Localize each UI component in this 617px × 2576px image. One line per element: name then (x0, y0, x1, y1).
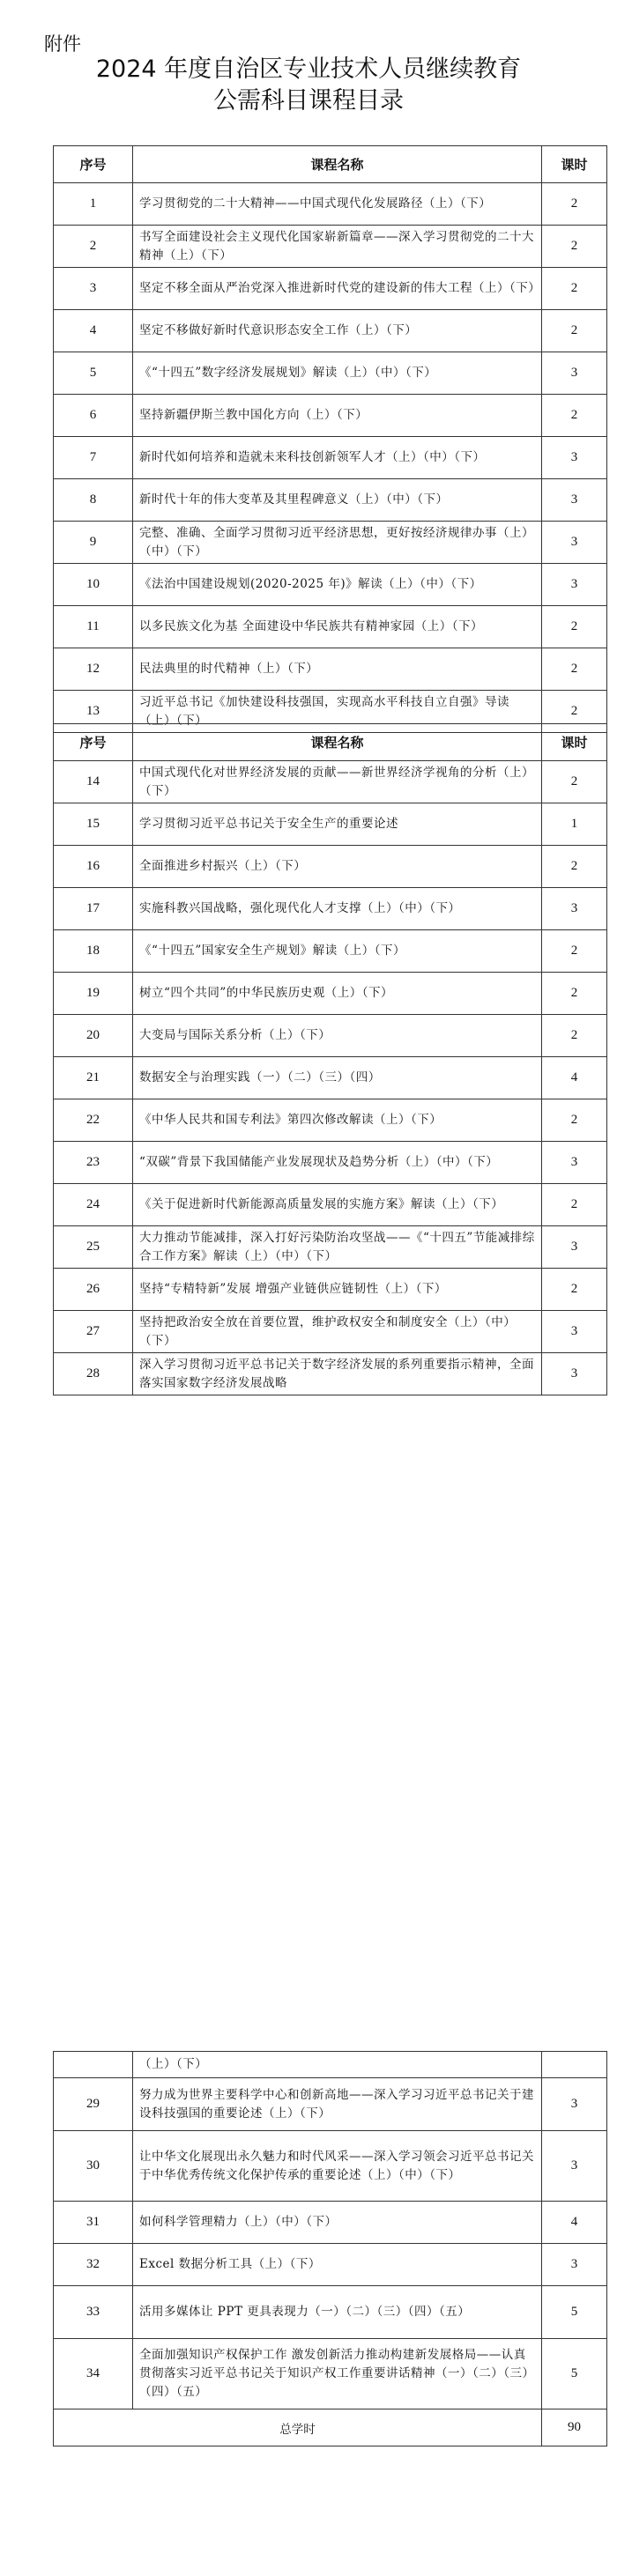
course-hours: 2 (542, 268, 607, 310)
course-no: 3 (54, 268, 133, 310)
course-name: 《中华人民共和国专利法》第四次修改解读（上）（下） (133, 1099, 542, 1142)
course-no: 27 (54, 1311, 133, 1353)
course-row (54, 183, 607, 226)
course-row (54, 437, 607, 479)
header-name: 课程名称 (133, 724, 542, 761)
course-row (54, 564, 607, 606)
course-hours: 2 (542, 1099, 607, 1142)
course-name: 民法典里的时代精神（上）（下） (133, 648, 542, 691)
course-name: 《法治中国建设规划(2020-2025 年)》解读（上）（中）（下） (133, 564, 542, 606)
course-hours: 2 (542, 973, 607, 1015)
course-row (54, 973, 607, 1015)
course-hours: 2 (542, 183, 607, 226)
continuation-hours (542, 2052, 607, 2078)
course-row (54, 522, 607, 564)
header-name: 课程名称 (133, 146, 542, 183)
course-row (54, 1057, 607, 1099)
course-row (54, 761, 607, 803)
course-name: 全面推进乡村振兴（上）（下） (133, 846, 542, 888)
course-no: 19 (54, 973, 133, 1015)
course-name: 大变局与国际关系分析（上）（下） (133, 1015, 542, 1057)
course-row (54, 1269, 607, 1311)
course-no: 2 (54, 226, 133, 268)
course-name: 坚定不移做好新时代意识形态安全工作（上）（下） (133, 310, 542, 352)
course-no: 31 (54, 2202, 133, 2244)
course-row (54, 2339, 607, 2409)
course-no: 18 (54, 930, 133, 973)
course-hours: 2 (542, 846, 607, 888)
course-name: 学习贯彻党的二十大精神——中国式现代化发展路径（上）（下） (133, 183, 542, 226)
course-hours: 2 (542, 226, 607, 268)
course-name: 努力成为世界主要科学中心和创新高地——深入学习习近平总书记关于建设科技强国的重要论述（上）（下） (133, 2078, 542, 2131)
course-hours: 5 (542, 2286, 607, 2339)
course-no: 20 (54, 1015, 133, 1057)
course-no: 28 (54, 1353, 133, 1395)
course-name: 坚持把政治安全放在首要位置，维护政权安全和制度安全（上）（中）（下） (133, 1311, 542, 1353)
header-no: 序号 (54, 724, 133, 761)
course-hours: 3 (542, 564, 607, 606)
course-row (54, 803, 607, 846)
header-hours: 课时 (542, 146, 607, 183)
course-name: 坚持新疆伊斯兰教中国化方向（上）（下） (133, 395, 542, 437)
course-hours: 2 (542, 395, 607, 437)
course-name: 中国式现代化对世界经济发展的贡献——新世界经济学视角的分析（上）（下） (133, 761, 542, 803)
course-no: 4 (54, 310, 133, 352)
course-hours: 2 (542, 1184, 607, 1226)
course-name: 学习贯彻习近平总书记关于安全生产的重要论述 (133, 803, 542, 846)
course-name: 树立“四个共同”的中华民族历史观（上）（下） (133, 973, 542, 1015)
course-no: 1 (54, 183, 133, 226)
course-hours: 2 (542, 691, 607, 733)
course-name: 活用多媒体让 PPT 更具表现力（一）（二）（三）（四）（五） (133, 2286, 542, 2339)
course-hours: 2 (542, 930, 607, 973)
course-no: 15 (54, 803, 133, 846)
course-hours: 4 (542, 2202, 607, 2244)
course-hours: 3 (542, 352, 607, 395)
total-value: 90 (542, 2409, 607, 2446)
course-row (54, 846, 607, 888)
course-no: 16 (54, 846, 133, 888)
course-hours: 3 (542, 1311, 607, 1353)
course-row (54, 1184, 607, 1226)
course-row (54, 2286, 607, 2339)
annex-label: 附件 (44, 33, 81, 55)
course-row (54, 606, 607, 648)
course-row (54, 648, 607, 691)
course-name: 习近平总书记《加快建设科技强国，实现高水平科技自立自强》导读（上）（下） (133, 691, 542, 733)
course-name: 完整、准确、全面学习贯彻习近平经济思想，更好按经济规律办事（上）（中）（下） (133, 522, 542, 564)
course-no: 33 (54, 2286, 133, 2339)
document-title-line2: 公需科目课程目录 (213, 87, 404, 115)
course-row (54, 395, 607, 437)
course-hours: 2 (542, 1269, 607, 1311)
course-row (54, 226, 607, 268)
course-name: 全面加强知识产权保护工作 激发创新活力推动构建新发展格局——认真贯彻落实习近平总书记关于知识产权工作重要讲话精神（一）（二）（三）（四）（五） (133, 2339, 542, 2409)
course-name: “双碳”背景下我国储能产业发展现状及趋势分析（上）（中）（下） (133, 1142, 542, 1184)
course-name: 《“十四五”数字经济发展规划》解读（上）（中）（下） (133, 352, 542, 395)
course-row (54, 2202, 607, 2244)
course-no: 14 (54, 761, 133, 803)
course-name: 书写全面建设社会主义现代化国家崭新篇章——深入学习贯彻党的二十大精神（上）（下） (133, 226, 542, 268)
course-table-page3 (53, 2051, 607, 2446)
course-hours: 3 (542, 479, 607, 522)
document-title-line1: 2024 年度自治区专业技术人员继续教育 (95, 56, 522, 83)
course-no: 25 (54, 1226, 133, 1269)
course-no: 32 (54, 2244, 133, 2286)
course-row (54, 268, 607, 310)
course-no: 9 (54, 522, 133, 564)
course-hours: 2 (542, 761, 607, 803)
course-hours: 1 (542, 803, 607, 846)
course-no: 12 (54, 648, 133, 691)
course-hours: 3 (542, 2244, 607, 2286)
course-no: 7 (54, 437, 133, 479)
course-hours: 3 (542, 437, 607, 479)
course-row (54, 2244, 607, 2286)
course-name: 《“十四五”国家安全生产规划》解读（上）（下） (133, 930, 542, 973)
course-row (54, 1142, 607, 1184)
course-row (54, 1311, 607, 1353)
course-hours: 3 (542, 1353, 607, 1395)
course-no: 21 (54, 1057, 133, 1099)
course-name: 如何科学管理精力（上）（中）（下） (133, 2202, 542, 2244)
course-name: 坚定不移全面从严治党深入推进新时代党的建设新的伟大工程（上）（下） (133, 268, 542, 310)
course-no: 26 (54, 1269, 133, 1311)
course-no: 24 (54, 1184, 133, 1226)
course-hours: 3 (542, 2131, 607, 2202)
course-name: 新时代十年的伟大变革及其里程碑意义（上）（中）（下） (133, 479, 542, 522)
course-name: 实施科教兴国战略，强化现代化人才支撑（上）（中）（下） (133, 888, 542, 930)
course-hours: 4 (542, 1057, 607, 1099)
course-hours: 3 (542, 2078, 607, 2131)
course-row (54, 1099, 607, 1142)
course-name: 坚持“专精特新”发展 增强产业链供应链韧性（上）（下） (133, 1269, 542, 1311)
course-row (54, 888, 607, 930)
course-row (54, 2131, 607, 2202)
course-name: 让中华文化展现出永久魅力和时代风采——深入学习领会习近平总书记关于中华优秀传统文化保护传承的重要论述（上）（中）（下） (133, 2131, 542, 2202)
course-hours: 2 (542, 606, 607, 648)
course-row (54, 1226, 607, 1269)
course-hours: 3 (542, 522, 607, 564)
course-row (54, 1015, 607, 1057)
continuation-row (54, 2052, 607, 2078)
course-no: 23 (54, 1142, 133, 1184)
course-row (54, 2078, 607, 2131)
course-table-page1 (53, 145, 607, 733)
course-name: 深入学习贯彻习近平总书记关于数字经济发展的系列重要指示精神，全面落实国家数字经济发展战略 (133, 1353, 542, 1395)
course-name: 《关于促进新时代新能源高质量发展的实施方案》解读（上）（下） (133, 1184, 542, 1226)
continuation-name: （上）（下） (133, 2052, 542, 2078)
table-header-row (54, 724, 607, 761)
header-hours: 课时 (542, 724, 607, 761)
course-row (54, 479, 607, 522)
course-row (54, 310, 607, 352)
course-no: 17 (54, 888, 133, 930)
course-hours: 5 (542, 2339, 607, 2409)
course-hours: 3 (542, 888, 607, 930)
course-table-page2 (53, 723, 607, 1395)
course-no: 30 (54, 2131, 133, 2202)
course-no: 29 (54, 2078, 133, 2131)
course-name: 数据安全与治理实践（一）（二）（三）（四） (133, 1057, 542, 1099)
course-name: Excel 数据分析工具（上）（下） (133, 2244, 542, 2286)
course-hours: 2 (542, 310, 607, 352)
course-row (54, 352, 607, 395)
continuation-no (54, 2052, 133, 2078)
course-hours: 3 (542, 1142, 607, 1184)
course-hours: 2 (542, 1015, 607, 1057)
course-row (54, 930, 607, 973)
course-no: 22 (54, 1099, 133, 1142)
course-name: 大力推动节能减排，深入打好污染防治攻坚战——《“十四五”节能减排综合工作方案》解读（上）（中）（下） (133, 1226, 542, 1269)
total-label: 总学时 (54, 2409, 542, 2446)
course-no: 5 (54, 352, 133, 395)
course-no: 8 (54, 479, 133, 522)
course-row (54, 1353, 607, 1395)
header-no: 序号 (54, 146, 133, 183)
course-name: 以多民族文化为基 全面建设中华民族共有精神家园（上）（下） (133, 606, 542, 648)
total-row (54, 2409, 607, 2446)
course-no: 11 (54, 606, 133, 648)
course-no: 34 (54, 2339, 133, 2409)
course-no: 6 (54, 395, 133, 437)
course-hours: 3 (542, 1226, 607, 1269)
table-header-row (54, 146, 607, 183)
course-no: 13 (54, 691, 133, 733)
course-hours: 2 (542, 648, 607, 691)
course-name: 新时代如何培养和造就未来科技创新领军人才（上）（中）（下） (133, 437, 542, 479)
course-no: 10 (54, 564, 133, 606)
